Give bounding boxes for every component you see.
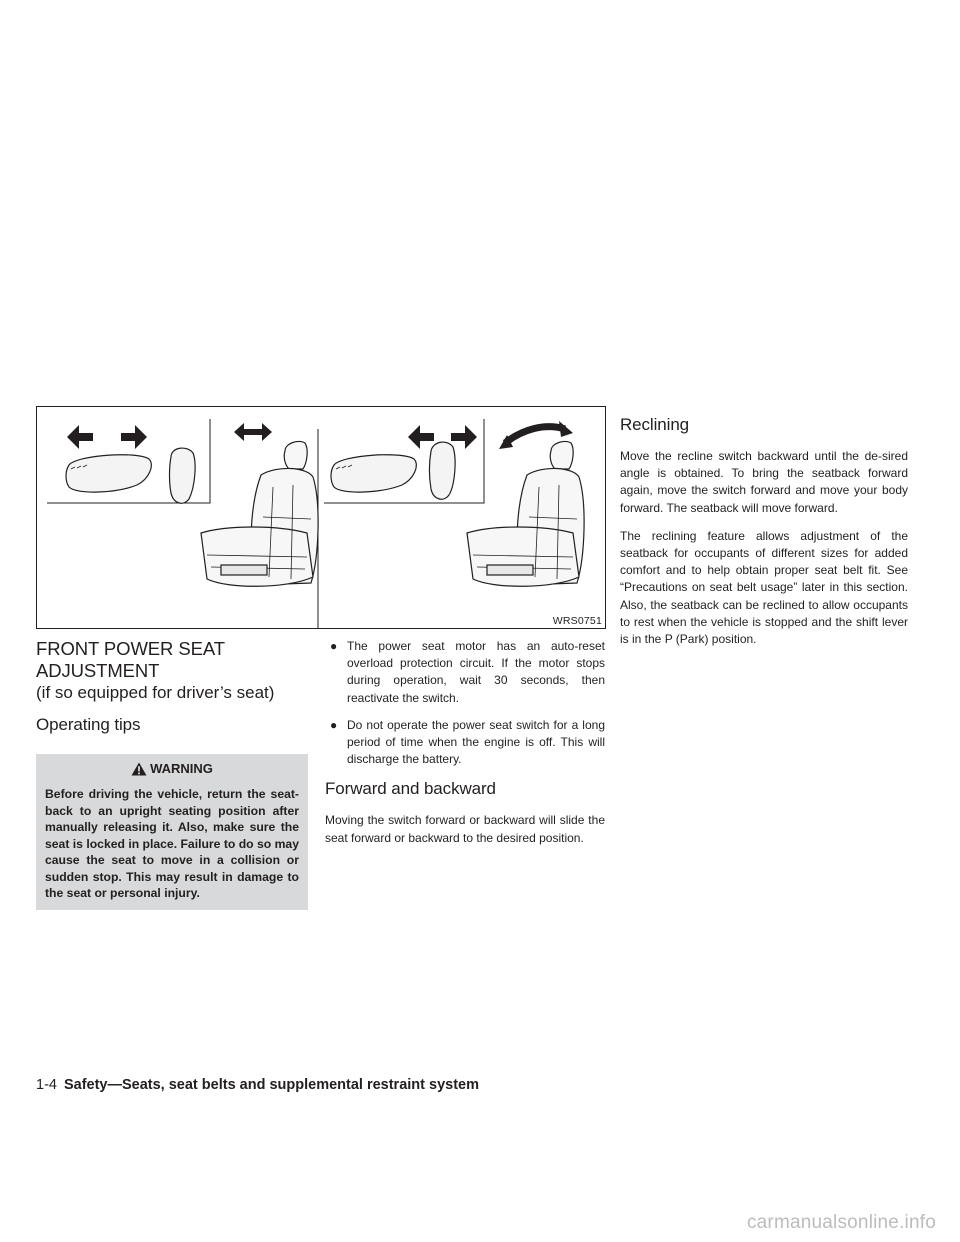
reclining-paragraph-2: The reclining feature allows adjustment of the seatback for occupants of different sizes for added comfort and to help obtain proper seat belt fit. See “Precautions on seat belt usage” later in this section. Also, the seatback can be reclined to allow occupants to rest when the vehicle is stopped and the shift lever is in the P (Park) position.: [620, 528, 908, 647]
section-title: FRONT POWER SEAT ADJUSTMENT: [36, 638, 225, 681]
bullet-item: [325, 717, 605, 769]
seat-drawing-2: [467, 441, 584, 586]
section-title-qualifier: (if so equipped for driver’s seat): [36, 683, 275, 702]
watermark: carmanualsonline.info: [746, 1212, 936, 1233]
warning-triangle-icon: [131, 762, 147, 776]
column-middle: [325, 638, 605, 858]
subsection-title-forward-backward: Forward and backward: [325, 779, 496, 799]
bullet-text: The power seat motor has an auto-reset overload protection circuit. If the motor stops during operation, wait 30 seconds, then reactivate the switch.: [347, 639, 605, 705]
forward-backward-paragraph: Moving the switch forward or backward will slide the seat forward or backward to the desired position.: [325, 813, 605, 845]
chapter-title: Safety—Seats, seat belts and supplemental restraint system: [63, 1077, 479, 1093]
figure-code: WRS0751: [552, 615, 602, 627]
bullet-text: Do not operate the power seat switch for a long period of time when the engine is off. This will discharge the battery.: [347, 717, 605, 767]
column-left: [36, 638, 308, 910]
bullet-symbol: ●: [330, 717, 338, 732]
warning-header: [45, 761, 299, 777]
column-right: [620, 414, 908, 659]
bullet-item: [325, 638, 605, 707]
bullet-symbol: ●: [330, 639, 338, 653]
double-arrow-seat1: [234, 423, 272, 441]
reclining-paragraph-1: Move the recline switch backward until the de-sired angle is obtained. To bring the seatback forward again, move the switch forward and move your body forward. The seatback will move forward.: [620, 449, 908, 515]
seat-drawing-1: [201, 441, 318, 586]
warning-label: WARNING: [150, 761, 213, 776]
warning-box: [36, 754, 308, 910]
subsection-title-operating-tips: Operating tips: [36, 715, 141, 734]
page-footer: [36, 1077, 479, 1093]
warning-text: Before driving the vehicle, return the seat-back to an upright seating position after manually releasing it. Also, make sure the seat is locked in place. Failure to do so may cause the seat to move in a collision or sudden stop. This may result in damage to the seat or personal injury.: [45, 787, 299, 900]
subsection-title-reclining: Reclining: [620, 415, 690, 434]
seat-adjustment-illustration: [36, 406, 606, 629]
page-number: 1-4: [36, 1077, 57, 1093]
forward-backward-arrows-left: [67, 425, 147, 449]
seat-illustration-drawing: [37, 407, 606, 629]
